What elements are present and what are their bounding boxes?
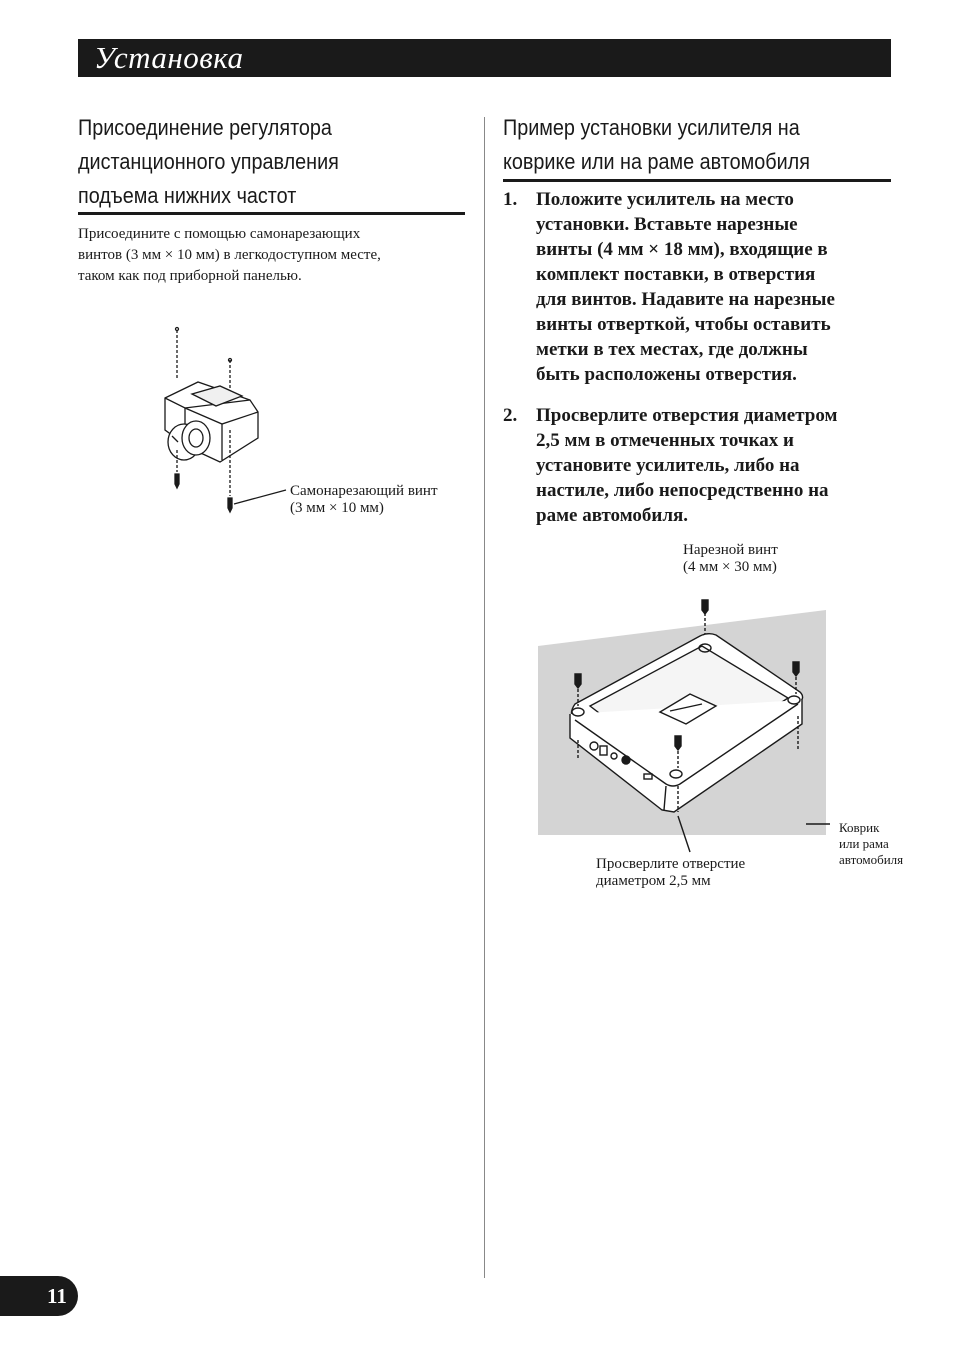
screw-caption — [290, 483, 438, 517]
caption-line: Нарезной винт — [683, 542, 778, 558]
body-line: винтов (3 мм × 10 мм) в легкодоступном месте, — [78, 247, 381, 263]
heading-line: Пример установки усилителя на — [503, 115, 800, 140]
header-bar — [78, 39, 891, 77]
left-body-text — [78, 224, 381, 287]
step-item — [503, 403, 893, 528]
right-section-heading — [503, 111, 810, 179]
right-heading-rule — [503, 179, 891, 182]
body-line: таком как под приборной панелью. — [78, 268, 302, 284]
step-line: Положите усилитель на место — [536, 189, 794, 210]
caption-line: (3 мм × 10 мм) — [290, 500, 384, 516]
step-number: 1. — [503, 189, 518, 210]
step-line: 2,5 мм в отмеченных точках и — [536, 430, 794, 451]
step-line: настиле, либо непосредственно на — [536, 480, 829, 501]
page-number-tab — [0, 1276, 78, 1316]
step-line: быть расположены отверстия. — [536, 364, 797, 385]
installation-steps — [503, 187, 893, 544]
heading-line: Присоединение регулятора — [78, 115, 332, 140]
caption-line: Просверлите отверстие — [596, 856, 746, 872]
tapping-screw-caption — [683, 542, 778, 576]
heading-line: коврике или на раме автомобиля — [503, 149, 810, 174]
step-item — [503, 187, 893, 387]
caption-line: (4 мм × 30 мм) — [683, 559, 777, 575]
heading-line: подъема нижних частот — [78, 183, 297, 208]
step-line: установки. Вставьте нарезные — [536, 214, 798, 235]
step-line: винты (4 мм × 18 мм), входящие в — [536, 239, 828, 260]
caption-line: Коврик — [839, 820, 880, 835]
left-heading-rule — [78, 212, 465, 215]
column-divider — [484, 117, 485, 1278]
caption-line: Самонарезающий винт — [290, 483, 438, 499]
step-line: установите усилитель, либо на — [536, 455, 800, 476]
step-number: 2. — [503, 405, 518, 426]
drill-caption — [596, 856, 745, 890]
step-line: раме автомобиля. — [536, 505, 689, 526]
caption-line: автомобиля — [839, 852, 904, 867]
step-line: метки в тех местах, где должны — [536, 339, 808, 360]
left-section-heading — [78, 111, 339, 213]
page-title: Установка — [94, 40, 244, 75]
step-line: Просверлите отверстия диаметром — [536, 405, 838, 426]
step-line: для винтов. Надавите на нарезные — [536, 289, 835, 310]
step-line: комплект поставки, в отверстия — [536, 264, 816, 285]
caption-line: диаметром 2,5 мм — [596, 873, 711, 889]
amplifier-installation-illustration — [530, 590, 830, 850]
mat-caption — [839, 820, 903, 868]
page-number: 11 — [47, 1284, 67, 1308]
heading-line: дистанционного управления — [78, 149, 339, 174]
body-line: Присоедините с помощью самонарезающих — [78, 226, 361, 242]
remote-controller-illustration — [150, 320, 280, 520]
step-line: винты отверткой, чтобы оставить — [536, 314, 831, 335]
caption-line: или рама — [839, 836, 889, 851]
